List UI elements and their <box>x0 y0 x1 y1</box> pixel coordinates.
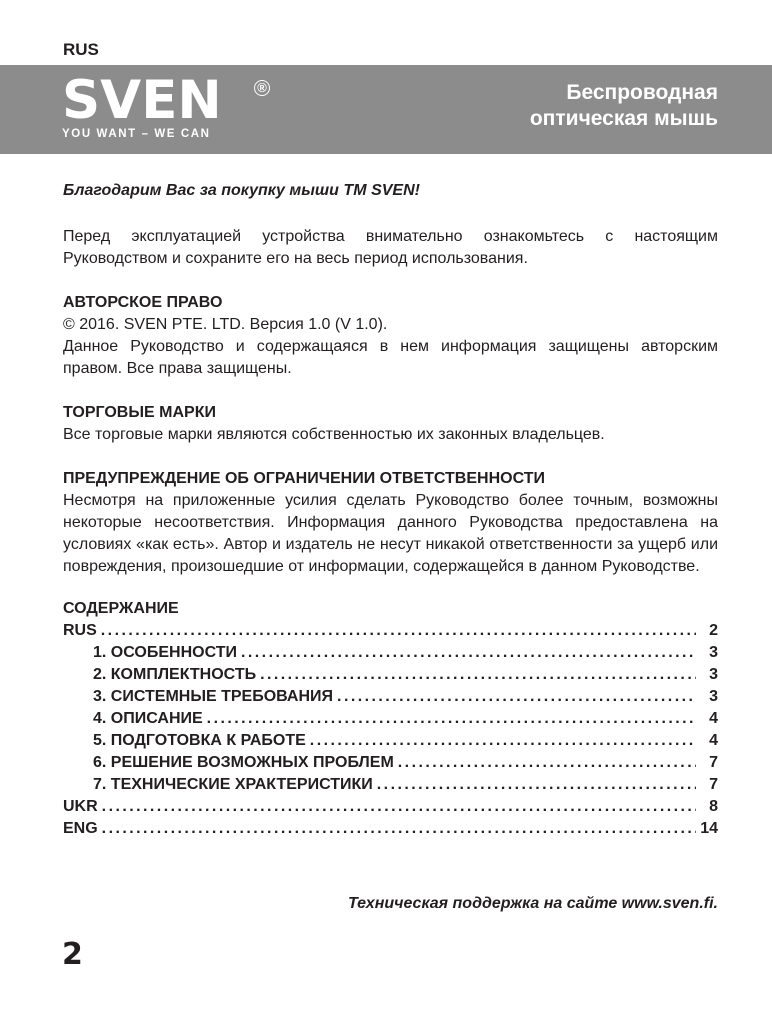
toc-row <box>63 620 718 642</box>
product-title-line1: Беспроводная <box>566 81 718 104</box>
toc-row <box>63 686 718 708</box>
toc-leader-dots <box>102 796 696 818</box>
registered-mark: ® <box>254 80 270 96</box>
toc-list <box>63 620 718 840</box>
intro-paragraph: Перед эксплуатацией устройства внимательно ознакомьтесь с настоящим Руководством и сохраните его на весь период использования. <box>63 228 718 267</box>
toc-leader-dots <box>260 664 696 686</box>
trademarks-section <box>63 402 718 446</box>
toc-page-number: 7 <box>709 754 718 771</box>
copyright-text: Данное Руководство и содержащаяся в нем информация защищены авторским правом. Все права защищены. <box>63 338 718 377</box>
support-line: Техническая поддержка на сайте www.sven.fi. <box>347 895 718 912</box>
page-number: 2 <box>62 937 83 972</box>
logo-slogan: YOU WANT – WE CAN <box>62 128 211 140</box>
trademarks-heading: ТОРГОВЫЕ МАРКИ <box>63 404 216 421</box>
header-banner <box>0 65 772 154</box>
toc-leader-dots <box>337 686 696 708</box>
toc-row <box>63 774 718 796</box>
toc-label: RUS <box>63 622 97 639</box>
language-label: RUS <box>63 40 99 59</box>
toc-row <box>63 752 718 774</box>
product-title <box>530 80 718 132</box>
sven-logo <box>62 70 272 140</box>
toc-leader-dots <box>310 730 696 752</box>
toc-leader-dots <box>207 708 696 730</box>
toc-page-number: 3 <box>709 644 718 661</box>
toc-label: 3. СИСТЕМНЫЕ ТРЕБОВАНИЯ <box>93 688 334 705</box>
thanks-line: Благодарим Вас за покупку мыши ТМ SVEN! <box>63 182 420 199</box>
disclaimer-heading: ПРЕДУПРЕЖДЕНИЕ ОБ ОГРАНИЧЕНИИ ОТВЕТСТВЕННОСТИ <box>63 470 545 487</box>
toc-page-number: 2 <box>709 622 718 639</box>
toc-label: 1. ОСОБЕННОСТИ <box>93 644 237 661</box>
logo-wordmark: SVEN <box>62 70 222 131</box>
toc-row <box>63 796 718 818</box>
table-of-contents <box>63 598 718 840</box>
toc-page-number: 3 <box>709 688 718 705</box>
toc-page-number: 4 <box>709 710 718 727</box>
toc-leader-dots <box>241 642 696 664</box>
toc-row <box>63 642 718 664</box>
disclaimer-text: Несмотря на приложенные усилия сделать Руководство более точным, возможны некоторые несоответствия. Информация данного Руководства предоставлена на условиях «как есть». Автор и издатель не несут никакой ответственности за ущерб или повреждения, произошедшие от информации, содержащейся в данном Руководстве. <box>63 492 718 575</box>
toc-label: UKR <box>63 798 98 815</box>
toc-page-number: 4 <box>709 732 718 749</box>
toc-page-number: 8 <box>709 798 718 815</box>
toc-leader-dots <box>377 774 696 796</box>
toc-leader-dots <box>102 818 696 840</box>
copyright-line: © 2016. SVEN PTE. LTD. Версия 1.0 (V 1.0). <box>63 316 388 333</box>
disclaimer-section <box>63 468 718 578</box>
toc-page-number: 14 <box>700 820 718 837</box>
toc-row <box>63 818 718 840</box>
toc-label: 5. ПОДГОТОВКА К РАБОТЕ <box>93 732 306 749</box>
copyright-section <box>63 292 718 380</box>
toc-row <box>63 708 718 730</box>
toc-page-number: 3 <box>709 666 718 683</box>
toc-label: 4. ОПИСАНИЕ <box>93 710 203 727</box>
toc-row <box>63 730 718 752</box>
toc-label: 7. ТЕХНИЧЕСКИЕ ХРАКТЕРИСТИКИ <box>93 776 373 793</box>
toc-leader-dots <box>101 620 696 642</box>
toc-leader-dots <box>398 752 696 774</box>
toc-label: ENG <box>63 820 98 837</box>
copyright-heading: АВТОРСКОЕ ПРАВО <box>63 294 223 311</box>
trademarks-text: Все торговые марки являются собственностью их законных владельцев. <box>63 426 605 443</box>
toc-label: 2. КОМПЛЕКТНОСТЬ <box>93 666 257 683</box>
toc-label: 6. РЕШЕНИЕ ВОЗМОЖНЫХ ПРОБЛЕМ <box>93 754 394 771</box>
manual-content <box>63 180 718 840</box>
toc-heading: СОДЕРЖАНИЕ <box>63 600 179 617</box>
toc-page-number: 7 <box>709 776 718 793</box>
toc-row <box>63 664 718 686</box>
product-title-line2: оптическая мышь <box>529 107 718 130</box>
